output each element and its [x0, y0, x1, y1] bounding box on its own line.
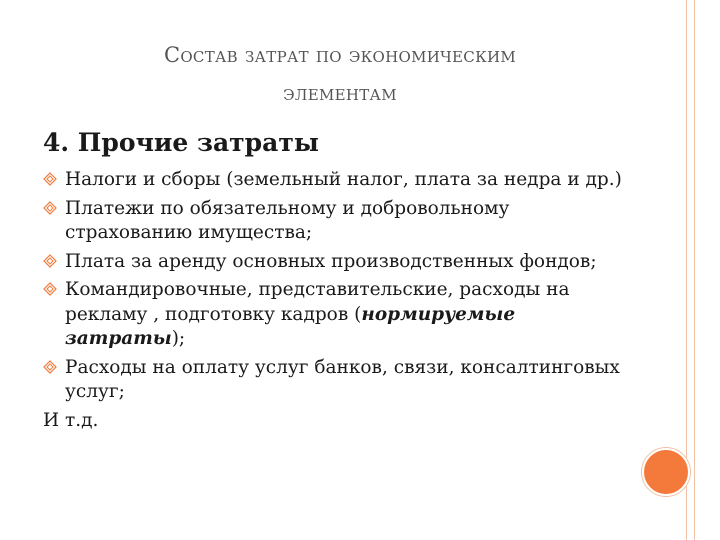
bullet-text: Налоги и сборы (земельный налог, плата за недра и др.) — [65, 169, 622, 190]
diamond-bullet-icon — [43, 254, 57, 268]
bullet-list — [43, 168, 623, 433]
orange-circle-decoration — [642, 448, 690, 496]
bullet-text: Плата за аренду основных производственных фондов; — [65, 250, 597, 272]
diamond-bullet-icon — [43, 172, 57, 186]
bullet-item — [43, 250, 623, 275]
diamond-bullet-icon — [43, 282, 57, 296]
slide-title — [40, 36, 640, 112]
bullet-text-before: Командировочные, представительские, расходы на рекламу , подготовку кадров ( — [65, 279, 570, 325]
bullet-item — [43, 278, 623, 352]
frame-line-right — [694, 0, 695, 540]
etc-text: И т.д. — [43, 409, 99, 431]
diamond-bullet-icon — [43, 360, 57, 374]
bullet-text: Расходы на оплату услуг банков, связи, консалтинговых услуг; — [65, 356, 620, 402]
bullet-emphasis: нормируемые затраты — [65, 303, 516, 349]
slide-title-line-2: элементам — [283, 81, 397, 105]
bullet-text-after: ); — [171, 328, 186, 349]
diamond-bullet-icon — [43, 201, 57, 215]
bullet-item — [43, 356, 623, 405]
bullet-item — [43, 197, 623, 246]
bullet-text: Платежи по обязательному и добровольному страхованию имущества; — [65, 197, 510, 243]
bullet-item — [43, 168, 623, 193]
section-heading: 4. Прочие затраты — [43, 128, 319, 157]
slide-title-line-1: Состав затрат по экономическим — [163, 43, 517, 67]
